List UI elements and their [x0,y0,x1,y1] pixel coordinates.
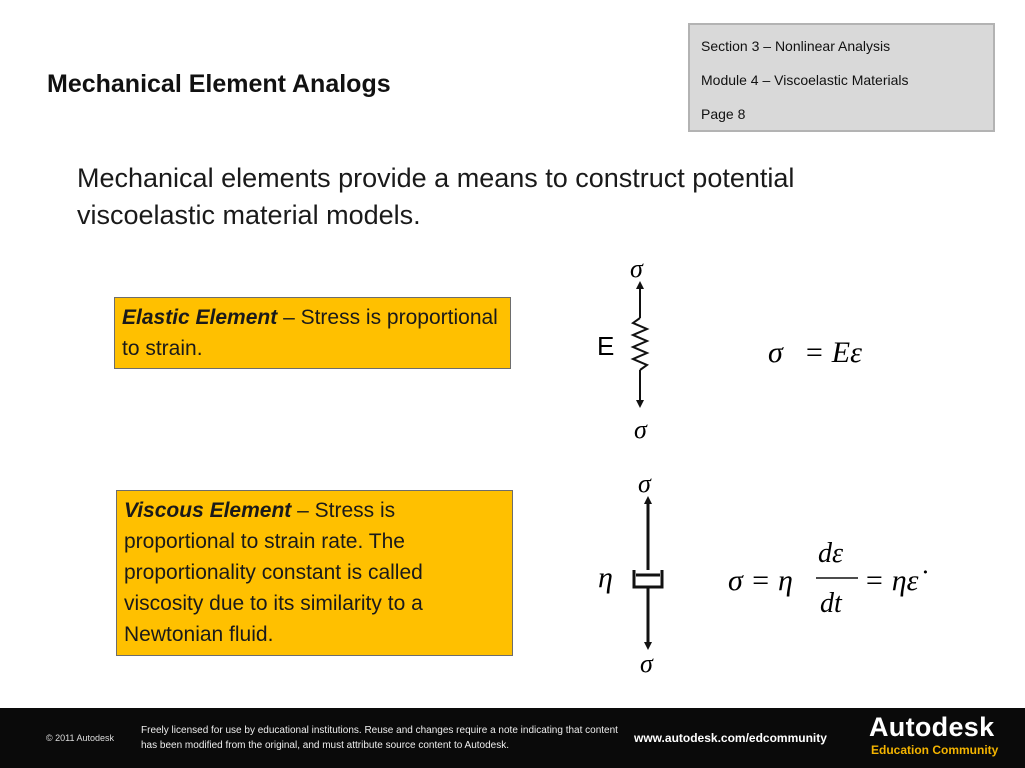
slide-title: Mechanical Element Analogs [47,70,391,98]
dashpot-icon [634,500,662,646]
viscous-equation-numerator: dε [818,538,844,569]
license-notice: Freely licensed for use by educational institutions. Reuse and changes require a note indicating that content has been modified from the original, and must attribute source content to Autodesk. [141,725,618,751]
elastic-equation-rhs: = Eε [804,336,862,369]
viscous-equation-lhs: σ = η [728,564,793,597]
viscous-element-description: – Stress is proportional to strain rate. The proportionality constant is called viscosity due to its similarity to a Newtonian fluid. [124,499,423,646]
page-label: Page 8 [701,106,746,122]
elastic-element-description: – Stress is proportional to strain. [122,306,498,360]
education-community-label: Education Community [871,743,999,757]
copyright-notice: © 2011 Autodesk [46,733,115,743]
intro-text: Mechanical elements provide a means to construct potential viscoelastic material models. [77,163,795,230]
section-label: Section 3 – Nonlinear Analysis [701,38,891,54]
elastic-modulus-label: E [597,331,615,361]
elastic-sigma-bottom: σ [634,415,647,444]
module-label: Module 4 – Viscoelastic Materials [701,72,909,88]
footer-bar [0,708,1025,768]
elastic-sigma-top: σ [630,254,643,283]
viscous-sigma-top: σ [638,469,651,498]
viscous-equation-rhs: = ηε̇ [864,564,919,597]
autodesk-logo: Autodesk [869,712,995,742]
community-link[interactable]: www.autodesk.com/edcommunity [634,731,827,745]
viscous-sigma-bottom: σ [640,649,653,678]
spring-icon [633,285,647,404]
viscosity-label: η [598,561,613,594]
viscous-element-term: Viscous Element [124,499,292,522]
viscous-equation-denominator: dt [820,588,842,619]
elastic-equation-lhs: σ [768,336,783,369]
elastic-element-term: Elastic Element [122,306,278,329]
